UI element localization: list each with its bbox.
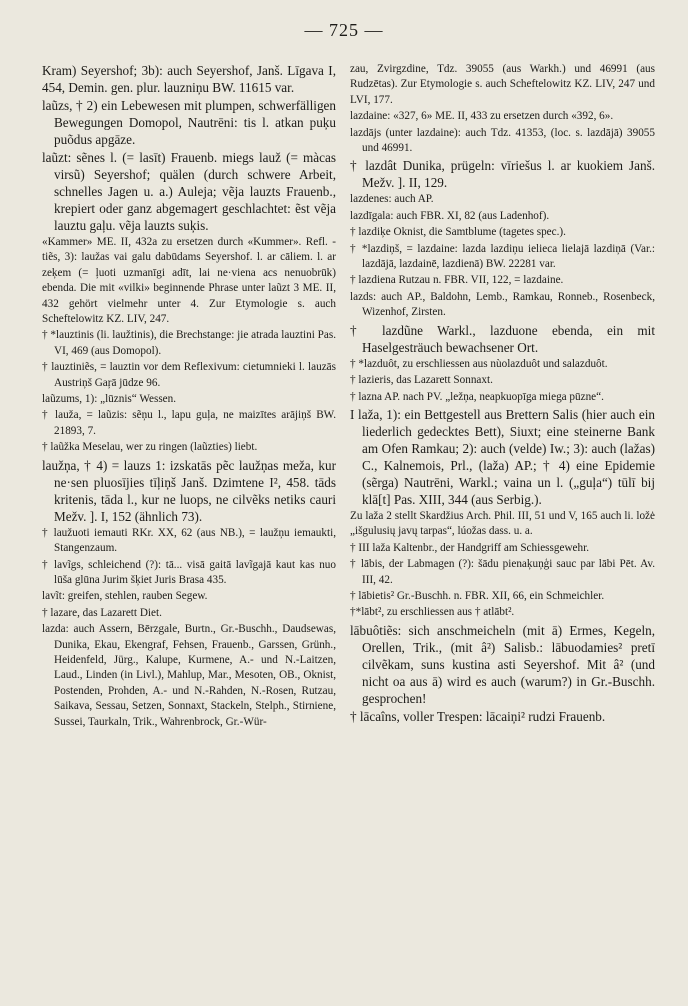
dictionary-entry: laũzums, 1): „lūznis“ Wessen. bbox=[42, 393, 177, 406]
dictionary-entry: † lazare, das Lazarett Diet. bbox=[42, 606, 162, 619]
dictionary-entry: «Kammer» ME. II, 432a zu ersetzen durch «Kummer». Refl. -tiẽs, 3): laužas vai galu dabūdams Seyershof. l. ar cāliem. l. ar zeķem (= ļuoti uzmanīgi adīt, lai ne·viena acs nenuobrūk) ebenda. Die mit «vilki» beginnende Phrase unter laũzt 3 ME. II, 432 gehört vielmehr unter 4. Zur Etymologie s. auch Scheftelowitz KZ. LIV, 247. bbox=[42, 236, 336, 326]
dictionary-entry: † laũžka Meselau, wer zu ringen (laũzties) liebt. bbox=[42, 441, 258, 454]
dictionary-entry: lazda: auch Assern, Bērzgale, Burtn., Gr.-Buschh., Daudsewas, Dunika, Ekau, Ekengraf, Fehsen, Frauenb., Garssen, Grünh., Heidenfeld, Jürg., Kalupe, Kurmene, A.- und N.-Laitzen, Laud., Linden (in Livl.), Mahlup, Mar., Mesoten, OB., Oknist, Postenden, Prohden, A.- und N.-Rahden, N.-Rosen, Rutzau, Saikava, Sessau, Setzen, Sonnaxt, Stackeln, Stelph., Stirniene, Sussei, Taurkaln, Trik., Wahrenbrock, Gr.-Wür- bbox=[42, 623, 336, 728]
dictionary-entry: laužņa, † 4) = lauzs 1: izskatās pẽc laužņas meža, kur ne·sen pluosījies tīļiņš Janš. Dzimtene I², 458. tāds kritenis, tāda l., kur ne luops, ne cilvẽks netiks cauri Mežv. ]. I, 152 (ähnlich 73). bbox=[42, 457, 336, 524]
dictionary-entry: lābuôtiẽs: sich anschmeicheln (mit ā) Ermes, Kegeln, Orellen, Trik., (mit â²) Salisb.: lābuodamies² pretī cilvẽkam, suns kustina asti Seyershof. Mit â² (und nicht oa aus ā) wird es auch (warum?) in Gr.-Buschh. gesprochen! bbox=[350, 622, 655, 706]
dictionary-entry: lazdīgala: auch FBR. XI, 82 (aus Ladenhof). bbox=[350, 209, 550, 222]
dictionary-entry: † lazieris, das Lazarett Sonnaxt. bbox=[350, 374, 493, 387]
dictionary-entry: † lācaîns, voller Trespen: lācaiņi² rudzi Frauenb. bbox=[350, 708, 606, 724]
right-column bbox=[350, 62, 655, 992]
dictionary-entry: † lauža, = laũzis: sẽņu l., lapu guļa, ne maizītes arājiņš BW. 21893, 7. bbox=[42, 409, 336, 437]
dictionary-entry: lavĩt: greifen, stehlen, rauben Segew. bbox=[42, 590, 208, 603]
dictionary-entry: † lazdiķe Oknist, die Samtblume (tagetes spec.). bbox=[350, 226, 566, 239]
dictionary-entry: † lauztiniẽs, = lauztin vor dem Reflexivum: cietumnieki l. lauzās Austriņš Gaŗā jūdze 96. bbox=[42, 361, 336, 389]
dictionary-entry: † lavĩgs, schleichend (?): tā... visā gaitā lavĩgajā kaut kas nuo lūša glūna Jurim šķiet Juris Brasa 435. bbox=[42, 558, 336, 586]
dictionary-entry: lazdājs (unter lazdaine): auch Tdz. 41353, (loc. s. lazdājā) 39055 und 46991. bbox=[350, 126, 655, 155]
dictionary-entry: lazdaine: «327, 6» ME. II, 433 zu ersetzen durch «392, 6». bbox=[350, 110, 614, 123]
dictionary-entry: † lazna AP. nach PV. „ležņa, neapkuopīga miega pūzne“. bbox=[350, 390, 604, 403]
dictionary-entry: † lābis, der Labmagen (?): šādu pienaķuņģi sauc par lābi Pēt. Av. III, 42. bbox=[350, 558, 655, 586]
dictionary-entry: † lazdiena Rutzau n. FBR. VII, 122, = lazdaine. bbox=[350, 274, 564, 287]
dictionary-entry: † lābietis² Gr.-Buschh. n. FBR. XII, 66, ein Schmeichler. bbox=[350, 589, 605, 602]
left-column bbox=[42, 62, 336, 992]
dictionary-entry: † *lazduôt, zu erschliessen aus nùolazduôt und salazduôt. bbox=[350, 357, 608, 370]
dictionary-entry: † III laža Kaltenbr., der Handgriff am Schiessgewehr. bbox=[350, 541, 589, 554]
dictionary-entry: † laužuoti iemauti RKr. XX, 62 (aus NB.), = laužņu iemaukti, Stangenzaum. bbox=[42, 526, 336, 555]
dictionary-entry: † *lazdiņš, = lazdaine: lazda lazdiņu ielieca lielajā lazdiņā (Var.: lazdājā, lazdainē, lazdienā) BW. 22281 var. bbox=[350, 242, 655, 271]
dictionary-entry: zau, Zvirgzdine, Tdz. 39055 (aus Warkh.) und 46991 (aus Rudzētas). Zur Etymologie s. auch Scheftelowitz KZ. LIV, 247 und LVI, 177. bbox=[350, 63, 655, 106]
dictionary-entry: Kram) Seyershof; 3b): auch Seyershof, Janš. Līgava I, 454, Demin. gen. plur. lauzniņu BW. 11615 var. bbox=[42, 63, 336, 95]
page-number: — 725 — bbox=[304, 20, 384, 40]
dictionary-entry: †*lābt², zu erschliessen aus † atlābt². bbox=[350, 606, 515, 619]
dictionary-entry: I laža, 1): ein Bettgestell aus Brettern Salis (hier auch ein liederlich gedecktes Bett), Siuxt; eine steinerne Bank am Ofen Ramkau; 2): auch (velde) Iw.; 3): auch (lažas) C., Kalnemois, Prl., (laža) AP.; † 4) eine Epidemie (sẽrga) Nautrēni, Warkl.; vaina un l. („guļa“) tūlī bij klā[t] Pas. XIII, 344 (aus Serbig.). bbox=[350, 406, 655, 507]
dictionary-entry: laũzt: sẽnes l. (= lasīt) Frauenb. miegs lauž (= màcas virsũ) Seyershof; quälen (durch schwere Arbeit, schnelles Jagen u. a.) Auleja; vẽja lauzts Frauenb., krepiert oder ganz abgemagert geschlachtet: ẽst vẽja lauztu gaļu. vẽja lauzts suķis. bbox=[42, 150, 336, 233]
dictionary-entry: † lazdũne Warkl., lazduone ebenda, ein mit Haselgesträuch bewachsener Ort. bbox=[350, 322, 655, 355]
dictionary-entry: Zu laža 2 stellt Skardžius Arch. Phil. III, 51 und V, 165 auch li. ložė „išgulusių javų tarpas“, lúožas dass. u. a. bbox=[350, 509, 655, 538]
dictionary-entry: † *lauztinis (li. laužtinis), die Brechstange: jie atrada lauztini Pas. VI, 469 (aus Domopol). bbox=[42, 329, 336, 357]
dictionary-entry: lazds: auch AP., Baldohn, Lemb., Ramkau, Ronneb., Rosenbeck, Wizenhof, Zirsten. bbox=[350, 290, 655, 319]
dictionary-entry: lazdenes: auch AP. bbox=[350, 193, 434, 206]
dictionary-entry: † lazdât Dunika, prügeln: vīriešus l. ar kuokiem Janš. Mežv. ]. II, 129. bbox=[350, 158, 655, 191]
dictionary-entry: laũzs, † 2) ein Lebewesen mit plumpen, schwerfälligen Bewegungen Domopol, Nautrēni: tis l. atkan puķu puõdus apgāze. bbox=[42, 98, 336, 147]
